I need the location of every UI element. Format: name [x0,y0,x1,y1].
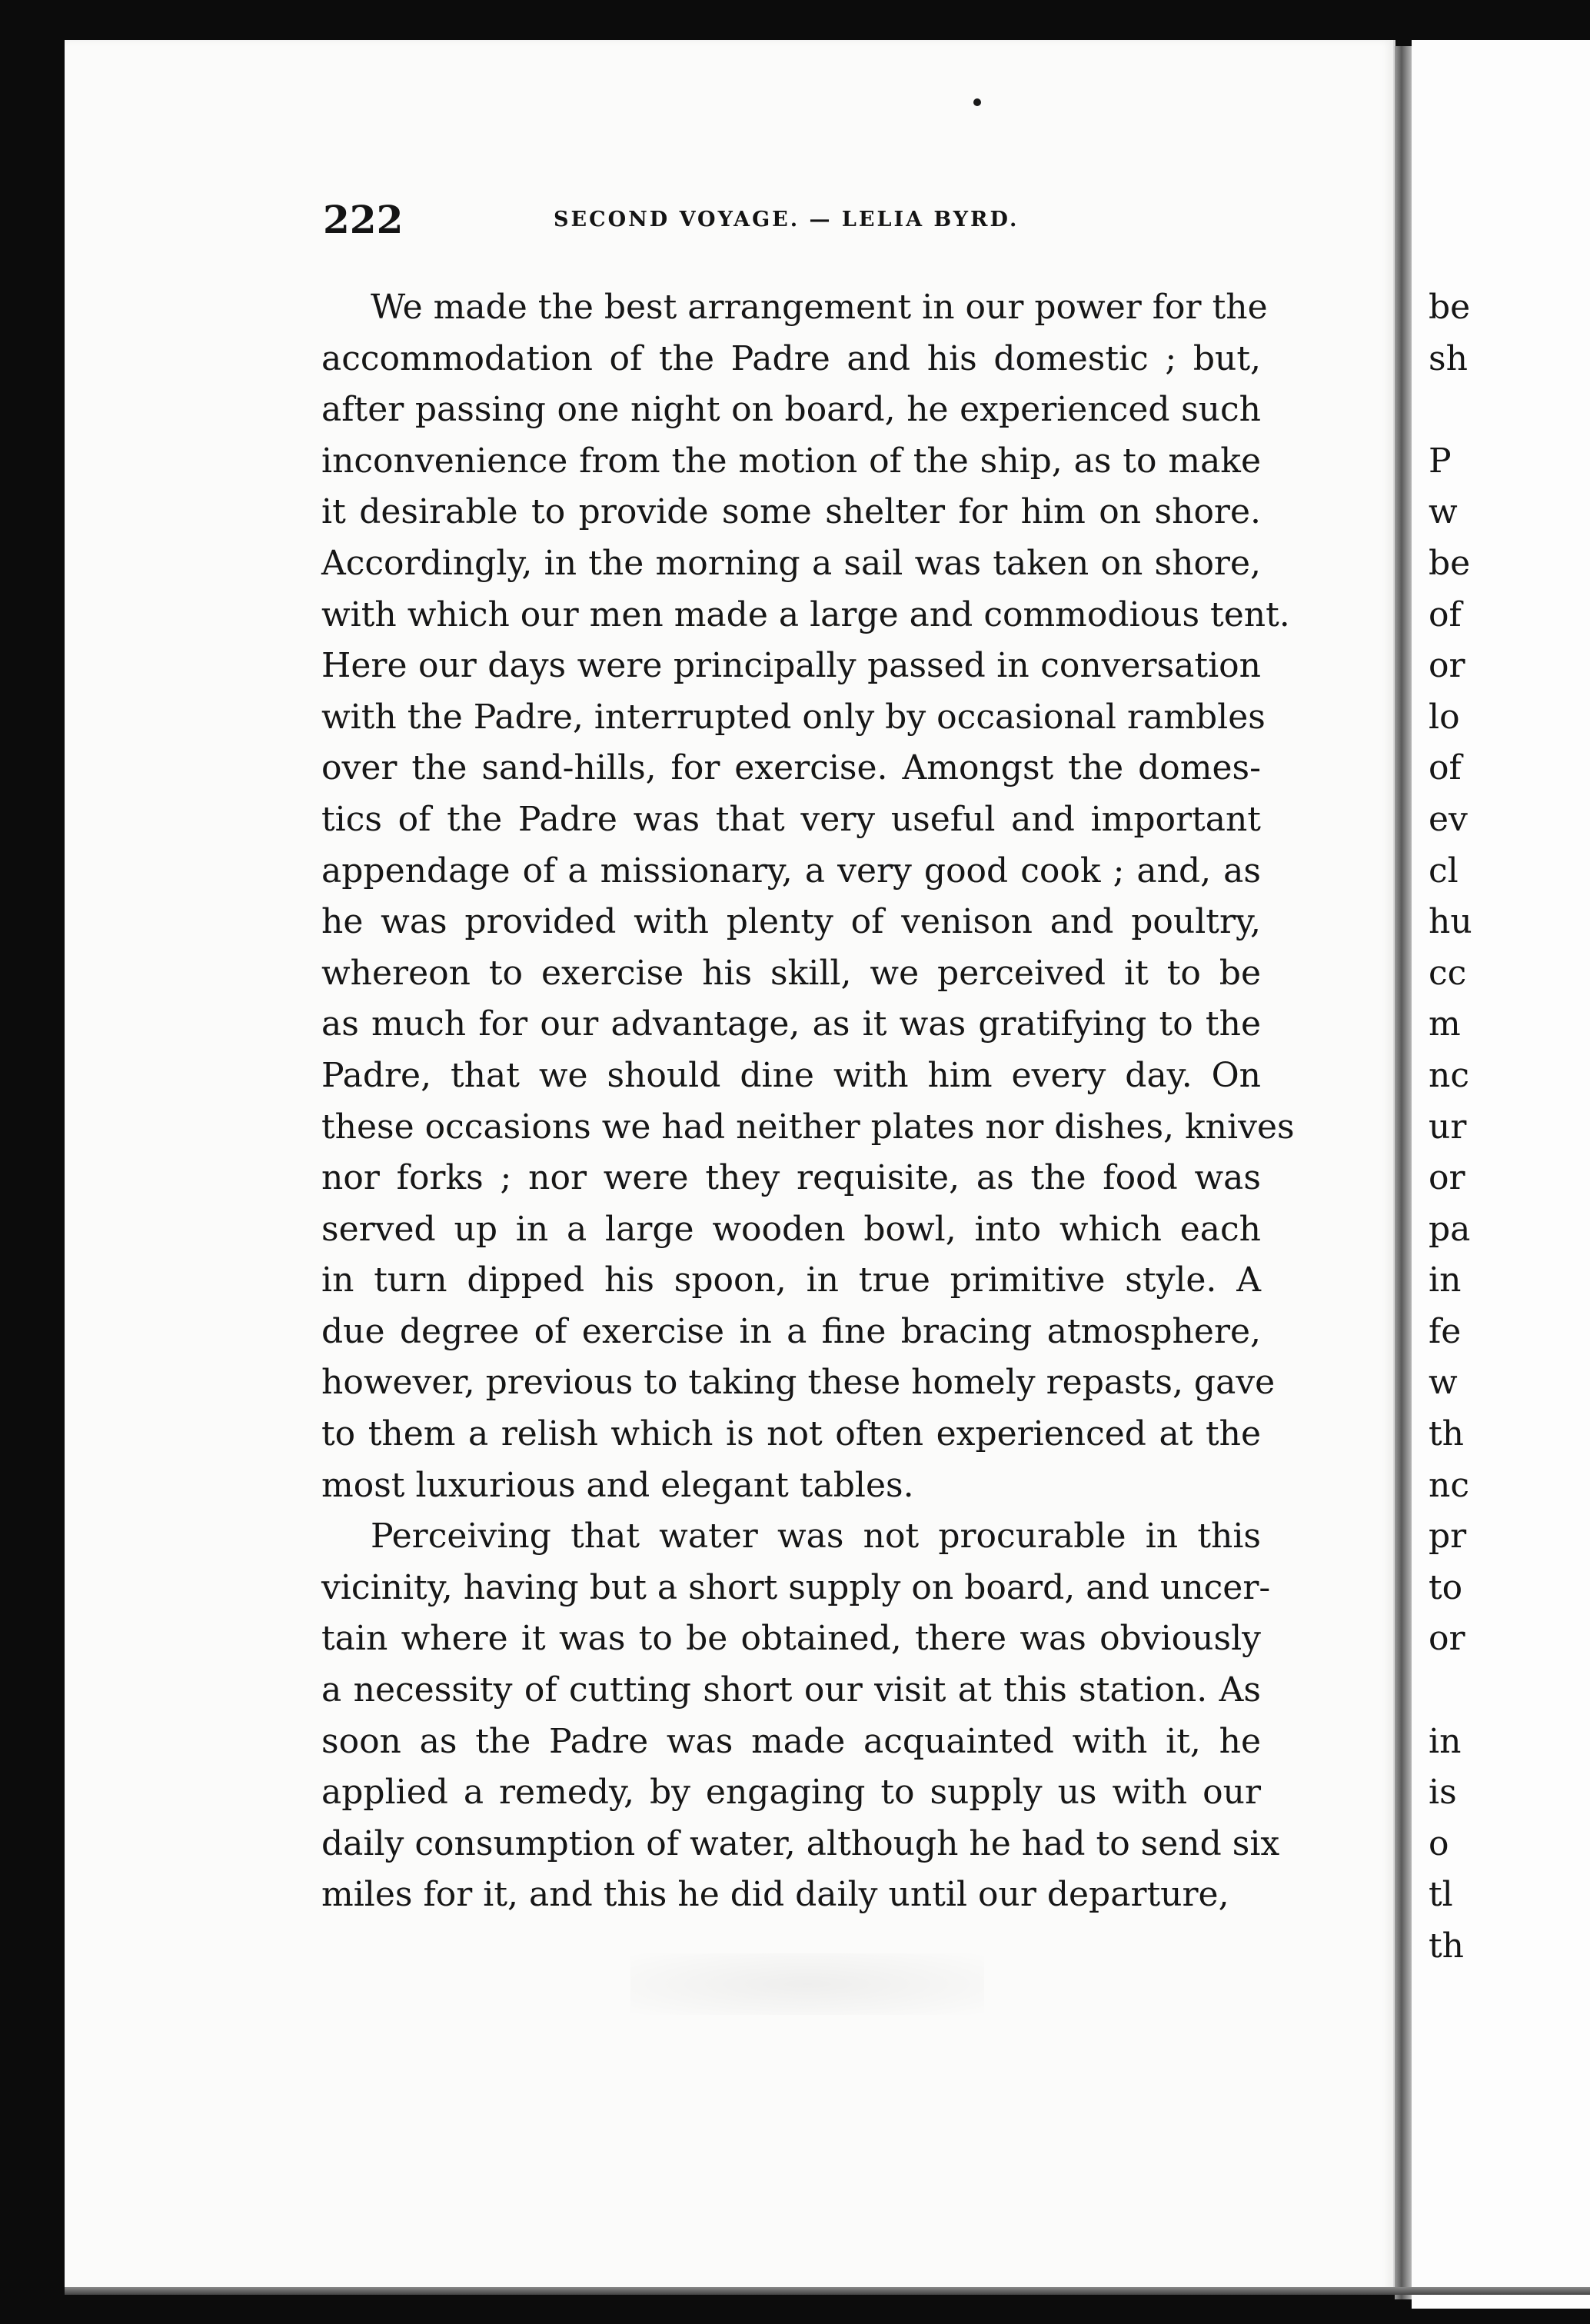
facing-page-fragment: th [1429,1926,1465,1966]
facing-page-fragment: of [1429,594,1462,634]
running-head [323,197,1307,243]
facing-page-fragment: cc [1429,953,1467,993]
facing-page-fragment: or [1429,1158,1465,1198]
facing-page-fragment: or [1429,1619,1465,1659]
text-line: over the sand-hills, for exercise. Amongst the domes- [321,748,1261,788]
facing-page-fragment: w [1429,492,1458,532]
text-line: due degree of exercise in a fine bracing atmosphere, [321,1311,1261,1351]
body-text [321,282,1295,1921]
text-line: it desirable to provide some shelter for him on shore. [321,492,1261,532]
text-line: tics of the Padre was that very useful and important [321,799,1261,839]
text-line: with which our men made a large and commodious tent. [321,594,1290,634]
text-line: nor forks ; nor were they requisite, as the food was [321,1158,1261,1198]
page-bottom-edge [65,2287,1590,2295]
text-line: with the Padre, interrupted only by occasional rambles [321,697,1266,737]
text-line: daily consumption of water, although he had to send six [321,1823,1280,1863]
running-title: SECOND VOYAGE. — LELIA BYRD. [554,208,1020,231]
facing-page-fragment: be [1429,543,1471,583]
facing-page-fragment: of [1429,748,1462,788]
text-line: these occasions we had neither plates nor dishes, knives [321,1107,1295,1147]
facing-page-fragment: cl [1429,851,1459,891]
text-line: vicinity, having but a short supply on board, and uncer- [321,1567,1271,1607]
facing-page-fragment: ev [1429,799,1468,839]
ink-dot [973,98,981,106]
facing-page-text [1429,282,1590,1973]
facing-page-fragment: th [1429,1414,1465,1454]
text-line: applied a remedy, by engaging to supply us with our [321,1773,1261,1813]
text-line: Padre, that we should dine with him every day. On [321,1055,1261,1095]
text-line: tain where it was to be obtained, there was obviously [321,1619,1261,1659]
facing-page-fragment: fe [1429,1311,1462,1351]
facing-page-fragment: sh [1429,338,1468,378]
facing-page-fragment: to [1429,1567,1463,1607]
text-line: Here our days were principally passed in conversation [321,646,1261,686]
text-line: We made the best arrangement in our power for the [371,288,1268,327]
facing-page-fragment: o [1429,1823,1449,1863]
text-line: in turn dipped his spoon, in true primitive style. A [321,1260,1261,1300]
text-line: to them a relish which is not often experienced at the [321,1414,1261,1454]
text-line: he was provided with plenty of venison and poultry, [321,902,1261,942]
text-line: Perceiving that water was not procurable in this [371,1517,1261,1557]
text-line: most luxurious and elegant tables. [321,1465,914,1505]
facing-page-fragment: ur [1429,1107,1467,1147]
text-line: however, previous to taking these homely repasts, gave [321,1363,1276,1403]
facing-page-fragment: lo [1429,697,1460,737]
text-line: as much for our advantage, as it was gratifying to the [321,1004,1261,1044]
text-line: miles for it, and this he did daily until our departure, [321,1875,1229,1915]
facing-page-fragment: pa [1429,1209,1471,1249]
text-line: served up in a large wooden bowl, into which each [321,1209,1261,1249]
text-line: Accordingly, in the morning a sail was taken on shore, [321,543,1261,583]
text-line: a necessity of cutting short our visit at this station. As [321,1670,1261,1710]
facing-page-fragment: is [1429,1773,1457,1813]
text-line: whereon to exercise his skill, we perceived it to be [321,953,1261,993]
text-line: accommodation of the Padre and his domestic ; but, [321,338,1261,378]
text-line: soon as the Padre was made acquainted with it, he [321,1721,1261,1761]
facing-page-fragment: nc [1429,1055,1469,1095]
facing-page-fragment: pr [1429,1517,1467,1557]
facing-page-fragment: be [1429,288,1471,327]
facing-page-fragment [1429,385,1590,436]
text-line: inconvenience from the motion of the ship, as to make [321,441,1261,481]
facing-page-fragment: m [1429,1004,1461,1044]
page-number: 222 [323,197,404,242]
text-line: appendage of a missionary, a very good cook ; and, as [321,851,1261,891]
facing-page-fragment: or [1429,646,1465,686]
facing-page-fragment [1429,1665,1590,1716]
facing-page-fragment: in [1429,1260,1462,1300]
show-through-smudge [630,1953,984,2015]
facing-page-fragment: w [1429,1363,1458,1403]
facing-page-fragment: hu [1429,902,1472,942]
facing-page-fragment: in [1429,1721,1462,1761]
facing-page-fragment: nc [1429,1465,1469,1505]
facing-page-fragment: P [1429,441,1452,481]
book-gutter [1395,46,1412,2299]
text-line: after passing one night on board, he experienced such [321,390,1261,430]
facing-page-fragment: tl [1429,1875,1453,1915]
